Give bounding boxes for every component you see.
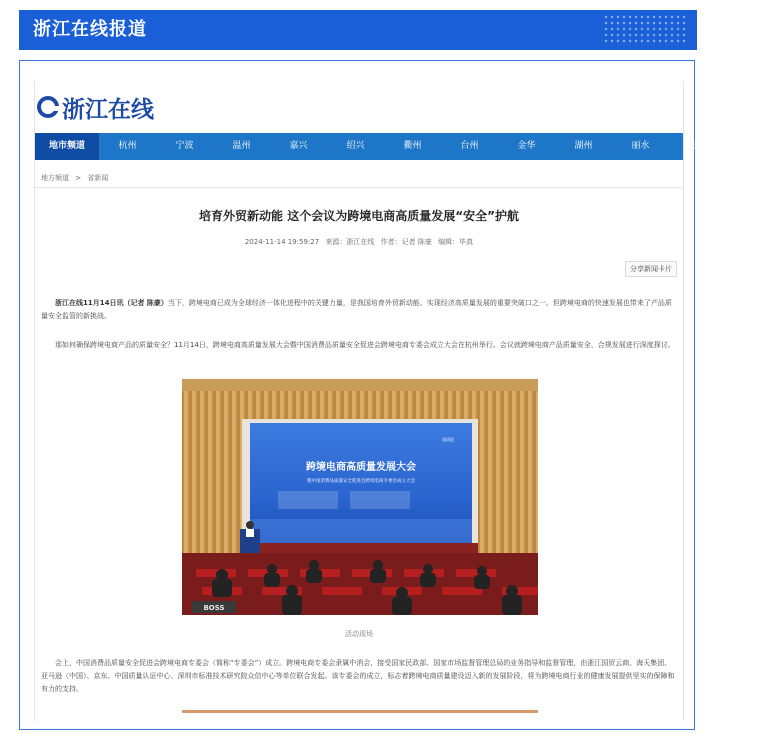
webpage-screenshot bbox=[34, 81, 764, 721]
report-header bbox=[19, 10, 697, 50]
screen-subtitle-text: 暨中国消费品质量安全促进会跨境电商专委会成立大会 bbox=[307, 479, 415, 484]
photo-banner-text: BOSS bbox=[203, 604, 225, 612]
photo-caption: 活动现场 bbox=[345, 630, 373, 638]
header-title: 浙江在线报道 bbox=[33, 19, 147, 40]
nav-item-ningbo[interactable]: 宁波 bbox=[175, 141, 194, 151]
nav-item-zhoushan[interactable]: 舟山 bbox=[688, 141, 707, 151]
event-photo-illustration bbox=[182, 379, 538, 615]
screen-title-text: 跨境电商高质量发展大会 bbox=[306, 462, 416, 473]
screen-logo-text: 国质促 bbox=[442, 437, 454, 442]
nav-item-yiwu[interactable]: 义乌 bbox=[745, 141, 764, 151]
event-photo[interactable] bbox=[182, 379, 538, 615]
nav-item-quzhou[interactable]: 衢州 bbox=[403, 141, 422, 151]
city-nav-bar bbox=[35, 133, 764, 160]
article-date: 2024-11-14 19:59:27 bbox=[244, 238, 320, 246]
ring-logo-icon bbox=[37, 96, 59, 118]
nav-item-huzhou[interactable]: 湖州 bbox=[574, 141, 593, 151]
dot-pattern-decoration bbox=[603, 14, 687, 46]
article-title: 培育外贸新动能 这个会议为跨境电商高质量发展“安全”护航 bbox=[199, 209, 519, 223]
article-paragraph-3: 会上，中国消费品质量安全促进会跨境电商专委会（简称“专委会”）成立。跨境电商专委会隶属中消会，接受国家民政部、国家市场监督管理总局的业务指导和监督管理，由浙江国贸云商、海天集团、亚马逊（中国）、京东、中国质量认证中心、深圳市标准技术研究院众信中心等单位联合发起。该专委会的成立，标志着跨境电商质量建设迈入新的发展阶段，将为跨境电商行业的健康发展提供坚实的保障和有力的支持。 bbox=[41, 659, 675, 693]
article-author: 作者：记者 陈豪 bbox=[380, 238, 432, 246]
article-lead: 浙江在线11月14日讯（记者 陈豪） bbox=[55, 299, 168, 307]
article-paragraph-2: 那如何确保跨境电商产品的质量安全？11月14日，跨境电商高质量发展大会暨中国消费品质量安全促进会跨境电商专委会成立大会在杭州举行。会议就跨境电商产品质量安全、合规发展进行深度探讨。 bbox=[55, 341, 675, 349]
breadcrumb-current-link[interactable]: 省新闻 bbox=[87, 174, 109, 182]
breadcrumb-separator: > bbox=[75, 174, 82, 182]
article-paragraph-1-body: 当下，跨境电商已成为全球经济一体化进程中的关键力量，是我国培育外贸新动能、实现经济高质量发展的重要突破口之一。但跨境电商的快速发展也带来了产品质量安全监管的新挑战。 bbox=[41, 299, 672, 320]
share-news-card-button[interactable]: 分享新闻卡片 bbox=[625, 261, 677, 277]
article-frame bbox=[19, 60, 764, 730]
nav-item-jinhua[interactable]: 金华 bbox=[517, 141, 536, 151]
article-editor: 编辑：毕真 bbox=[438, 238, 474, 246]
nav-item-hangzhou[interactable]: 杭州 bbox=[118, 141, 137, 151]
next-photo-edge bbox=[182, 710, 538, 713]
nav-item-lishui[interactable]: 丽水 bbox=[631, 141, 650, 151]
breadcrumb-divider bbox=[35, 187, 683, 188]
site-logo[interactable] bbox=[37, 91, 154, 123]
article-source: 来源：浙江在线 bbox=[325, 238, 375, 246]
nav-item-city-channel[interactable]: 地市频道 bbox=[35, 133, 99, 160]
nav-item-shaoxing[interactable]: 绍兴 bbox=[346, 141, 365, 151]
logo-text: 浙江在线 bbox=[62, 96, 154, 123]
article-paragraph-1 bbox=[41, 297, 677, 323]
nav-item-taizhou[interactable]: 台州 bbox=[460, 141, 479, 151]
breadcrumb bbox=[41, 173, 112, 183]
nav-item-jiaxing[interactable]: 嘉兴 bbox=[289, 141, 308, 151]
nav-item-wenzhou[interactable]: 温州 bbox=[232, 141, 251, 151]
breadcrumb-root-link[interactable]: 地方频道 bbox=[41, 174, 69, 182]
article-meta bbox=[35, 237, 683, 247]
